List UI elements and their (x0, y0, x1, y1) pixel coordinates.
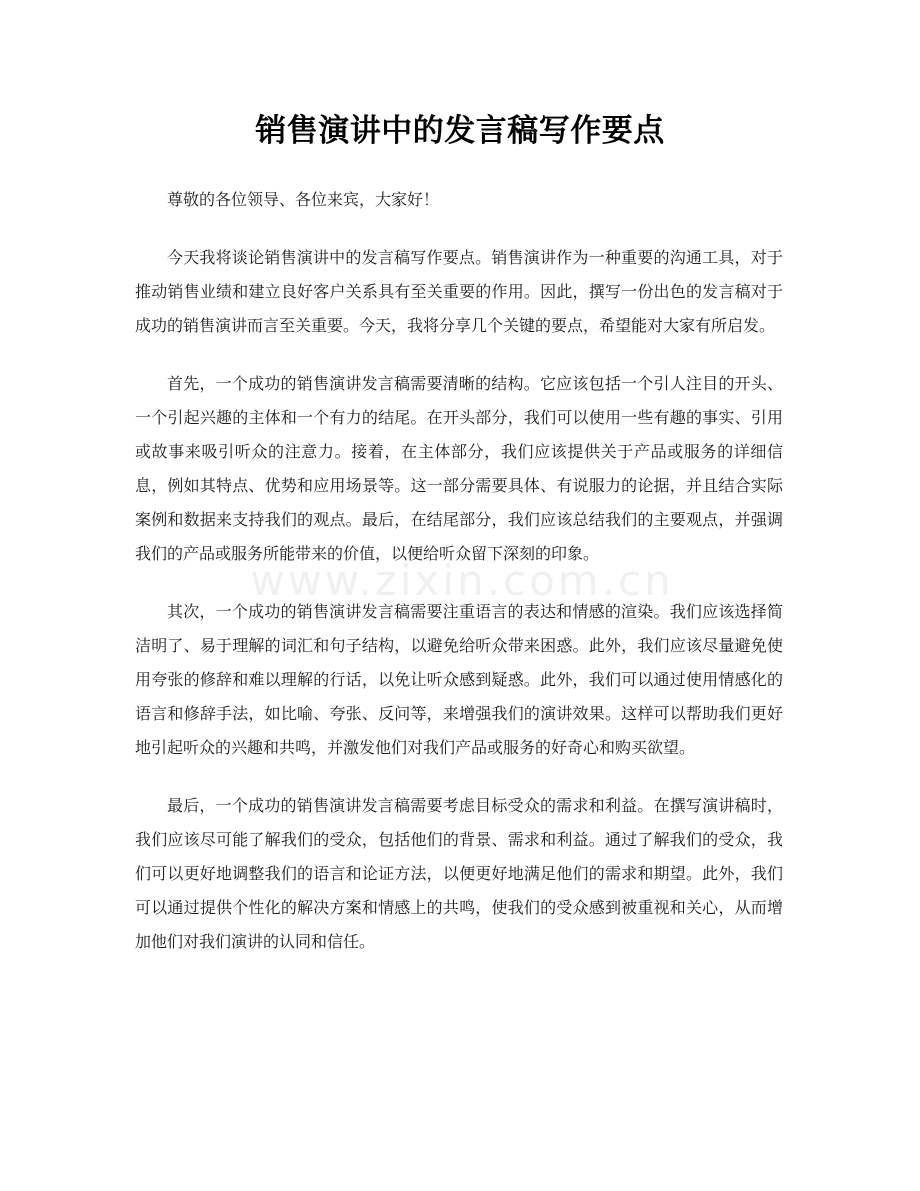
document-body (135, 183, 783, 983)
language-paragraph: 其次，一个成功的销售演讲发言稿需要注重语言的表达和情感的渲染。我们应该选择简洁明了、易于理解的词汇和句子结构，以避免给听众带来困惑。此外，我们应该尽量避免使用夸张的修辞和难以理解的行话，以免让听众感到疑惑。此外，我们可以通过使用情感化的语言和修辞手法，如比喻、夸张、反问等，来增强我们的演讲效果。这样可以帮助我们更好地引起听众的兴趣和共鸣，并激发他们对我们产品或服务的好奇心和购买欲望。 (135, 602, 783, 757)
audience-paragraph: 最后，一个成功的销售演讲发言稿需要考虑目标受众的需求和利益。在撰写演讲稿时，我们应该尽可能了解我们的受众，包括他们的背景、需求和利益。通过了解我们的受众，我们可以更好地调整我们的语言和论证方法，以便更好地满足他们的需求和期望。此外，我们可以通过提供个性化的解决方案和情感上的共鸣，使我们的受众感到被重视和关心，从而增加他们对我们演讲的认同和信任。 (135, 796, 783, 951)
watermark: www.zixin.com.cn (250, 556, 674, 605)
greeting-paragraph: 尊敬的各位领导、各位来宾，大家好！ (167, 190, 440, 209)
structure-paragraph: 首先，一个成功的销售演讲发言稿需要清晰的结构。它应该包括一个引人注目的开头、一个引起兴趣的主体和一个有力的结尾。在开头部分，我们可以使用一些有趣的事实、引用或故事来吸引听众的注意力。接着，在主体部分，我们应该提供关于产品或服务的详细信息，例如其特点、优势和应用场景等。这一部分需要具体、有说服力的论据，并且结合实际案例和数据来支持我们的观点。最后，在结尾部分，我们应该总结我们的主要观点，并强调我们的产品或服务所能带来的价值，以便给听众留下深刻的印象。 (135, 374, 783, 563)
page-title: 销售演讲中的发言稿写作要点 (255, 113, 665, 149)
intro-paragraph: 今天我将谈论销售演讲中的发言稿写作要点。销售演讲作为一种重要的沟通工具，对于推动销售业绩和建立良好客户关系具有至关重要的作用。因此，撰写一份出色的发言稿对于成功的销售演讲而言至关重要。今天，我将分享几个关键的要点，希望能对大家有所启发。 (135, 248, 783, 335)
